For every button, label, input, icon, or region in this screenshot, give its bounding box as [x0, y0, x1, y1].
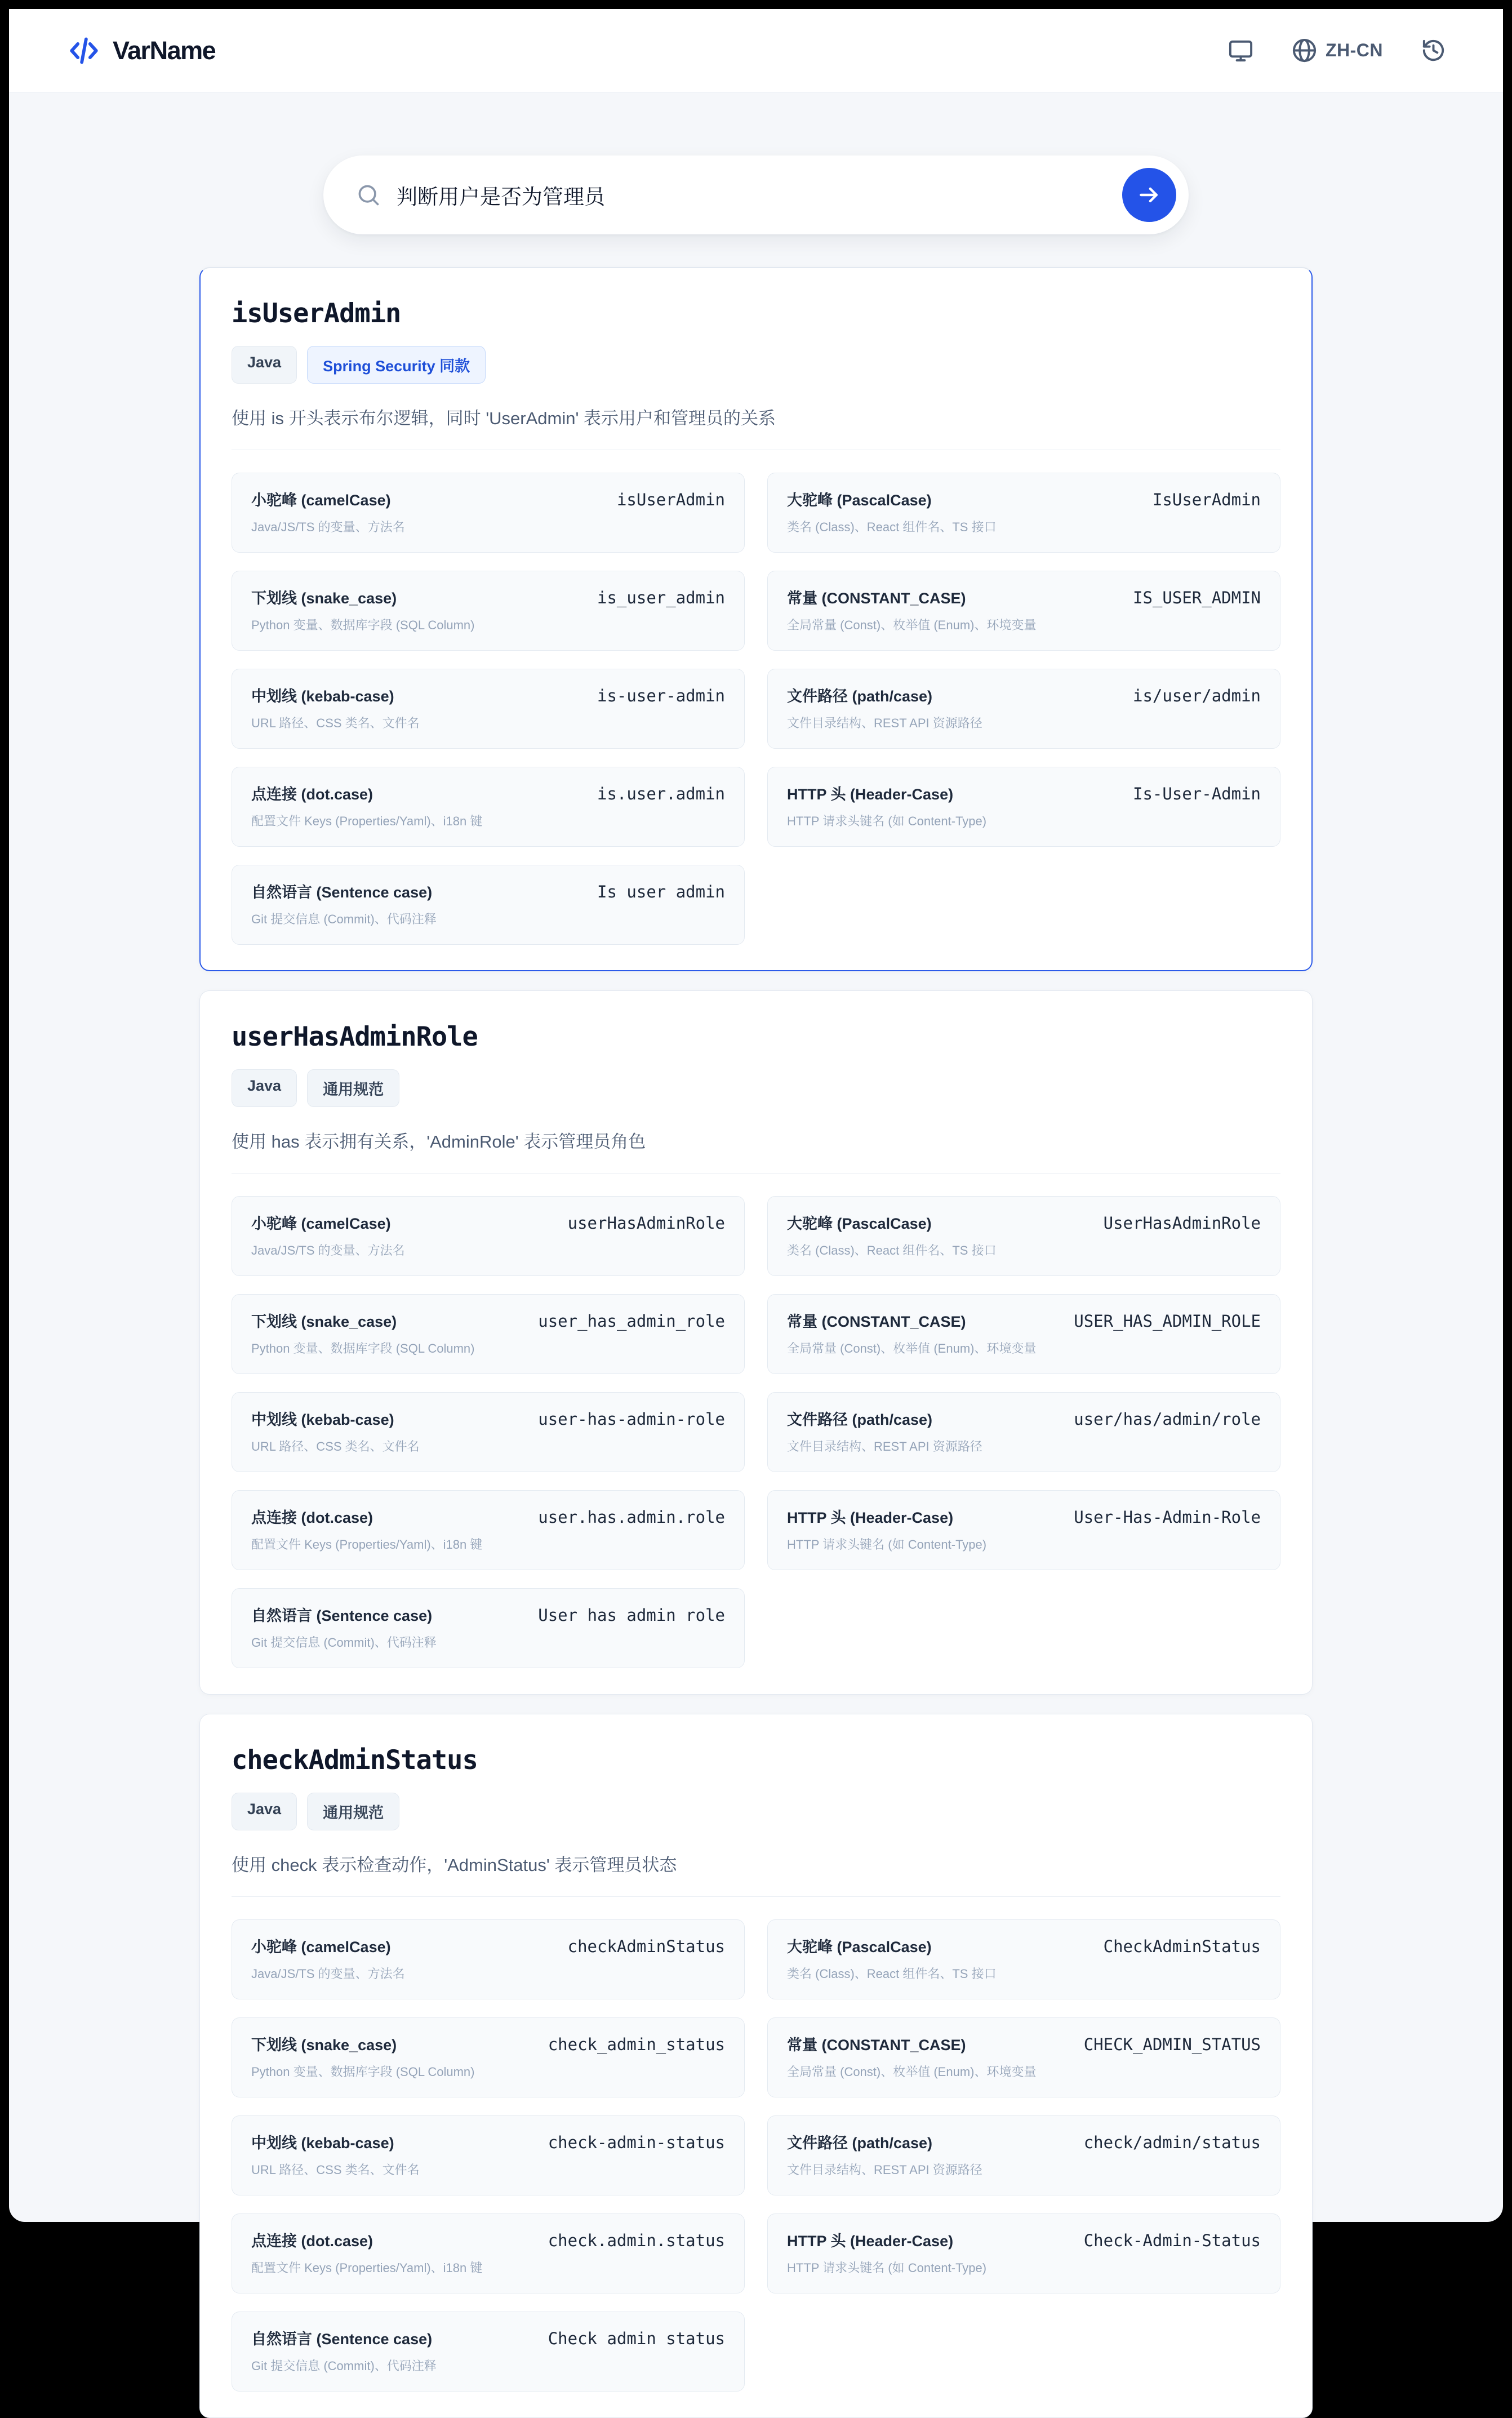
brand-name: VarName: [113, 35, 216, 65]
case-label: 小驼峰 (camelCase): [251, 492, 391, 509]
history-button[interactable]: [1420, 37, 1447, 64]
case-usage: 全局常量 (Const)、枚举值 (Enum)、环境变量: [787, 618, 1037, 632]
case-item[interactable]: [767, 2017, 1280, 2097]
case-usage: URL 路径、CSS 类名、文件名: [251, 1439, 420, 1454]
case-label: HTTP 头 (Header-Case): [787, 2233, 954, 2250]
globe-icon: [1291, 37, 1318, 64]
case-usage: Git 提交信息 (Commit)、代码注释: [251, 2359, 437, 2373]
case-label: 小驼峰 (camelCase): [251, 1939, 391, 1955]
tag-gray: 通用规范: [307, 1793, 399, 1830]
case-label: 中划线 (kebab-case): [251, 2135, 394, 2152]
tag-blue: Spring Security 同款: [307, 346, 486, 384]
case-usage: 文件目录结构、REST API 资源路径: [787, 1439, 982, 1454]
case-item-top: [251, 586, 725, 608]
result-card[interactable]: [199, 1714, 1313, 2418]
case-label: 点连接 (dot.case): [251, 786, 373, 803]
language-label: ZH-CN: [1325, 40, 1383, 60]
case-item-top: [251, 2327, 725, 2349]
case-value: CHECK_ADMIN_STATUS: [1083, 2035, 1261, 2054]
case-item-top: [251, 2131, 725, 2153]
case-item-top: [251, 684, 725, 706]
case-item[interactable]: [767, 473, 1280, 553]
case-usage: 配置文件 Keys (Properties/Yaml)、i18n 键: [251, 2261, 483, 2275]
case-value: userHasAdminRole: [567, 1214, 725, 1233]
case-value: USER_HAS_ADMIN_ROLE: [1074, 1312, 1261, 1331]
case-value: CheckAdminStatus: [1103, 1937, 1261, 1956]
case-item[interactable]: [767, 1392, 1280, 1472]
case-usage: 全局常量 (Const)、枚举值 (Enum)、环境变量: [787, 2065, 1037, 2079]
case-item[interactable]: [232, 865, 745, 945]
case-label: HTTP 头 (Header-Case): [787, 1509, 954, 1526]
case-item-top: [787, 1211, 1261, 1233]
search-input[interactable]: [395, 183, 1110, 207]
case-value: isUserAdmin: [616, 490, 725, 509]
tag-list: [232, 346, 1280, 384]
case-value: user-has-admin-role: [538, 1410, 725, 1429]
brand-logo[interactable]: [68, 34, 215, 67]
arrow-right-icon: [1137, 183, 1162, 207]
case-usage: Python 变量、数据库字段 (SQL Column): [251, 1341, 475, 1355]
case-item[interactable]: [232, 1588, 745, 1668]
case-usage: URL 路径、CSS 类名、文件名: [251, 716, 420, 730]
case-value: is-user-admin: [597, 686, 725, 705]
case-value: check/admin/status: [1083, 2133, 1261, 2152]
code-icon: [68, 34, 100, 67]
variable-name-title: userHasAdminRole: [232, 1021, 478, 1052]
case-usage: 文件目录结构、REST API 资源路径: [787, 2163, 982, 2177]
naming-explanation: 使用 has 表示拥有关系，'AdminRole' 表示管理员角色: [232, 1132, 646, 1152]
case-label: 文件路径 (path/case): [787, 688, 933, 705]
case-label: 文件路径 (path/case): [787, 1411, 933, 1428]
case-grid: [232, 473, 1280, 945]
case-label: 小驼峰 (camelCase): [251, 1215, 391, 1232]
case-item-top: [787, 1309, 1261, 1331]
case-item[interactable]: [767, 2213, 1280, 2293]
tag-list: [232, 1069, 1280, 1107]
case-label: 常量 (CONSTANT_CASE): [787, 590, 966, 607]
case-value: check-admin-status: [548, 2133, 725, 2152]
case-usage: Git 提交信息 (Commit)、代码注释: [251, 912, 437, 926]
case-usage: 配置文件 Keys (Properties/Yaml)、i18n 键: [251, 1537, 483, 1552]
history-icon: [1420, 37, 1447, 64]
case-value: is_user_admin: [597, 588, 725, 607]
results: [199, 267, 1313, 2418]
case-usage: 类名 (Class)、React 组件名、TS 接口: [787, 1243, 997, 1257]
result-card[interactable]: [199, 267, 1313, 971]
case-value: User-Has-Admin-Role: [1074, 1508, 1261, 1527]
case-item[interactable]: [767, 1490, 1280, 1570]
case-value: check.admin.status: [548, 2231, 725, 2250]
case-usage: HTTP 请求头键名 (如 Content-Type): [787, 1537, 987, 1552]
tag-gray: Java: [232, 1793, 297, 1830]
case-value: is/user/admin: [1133, 686, 1261, 705]
app-page: [9, 9, 1503, 2373]
case-usage: 类名 (Class)、React 组件名、TS 接口: [787, 520, 997, 534]
case-item[interactable]: [232, 2017, 745, 2097]
case-item-top: [251, 1309, 725, 1331]
case-item[interactable]: [767, 1196, 1280, 1276]
case-value: Is user admin: [597, 882, 725, 901]
case-label: 文件路径 (path/case): [787, 2135, 933, 2152]
case-item[interactable]: [232, 2213, 745, 2293]
case-item[interactable]: [767, 2115, 1280, 2195]
case-item-top: [787, 586, 1261, 608]
case-item-top: [251, 1935, 725, 1957]
case-item[interactable]: [232, 669, 745, 749]
case-item-top: [787, 1935, 1261, 1957]
case-item[interactable]: [232, 473, 745, 553]
case-value: IS_USER_ADMIN: [1133, 588, 1261, 607]
case-usage: 全局常量 (Const)、枚举值 (Enum)、环境变量: [787, 1341, 1037, 1355]
case-item[interactable]: [232, 1919, 745, 1999]
case-label: 中划线 (kebab-case): [251, 1411, 394, 1428]
case-item-top: [251, 2033, 725, 2055]
case-usage: URL 路径、CSS 类名、文件名: [251, 2163, 420, 2177]
case-item[interactable]: [232, 767, 745, 847]
case-label: 大驼峰 (PascalCase): [787, 492, 932, 509]
case-usage: Java/JS/TS 的变量、方法名: [251, 520, 405, 534]
search-submit-button[interactable]: [1122, 168, 1176, 222]
naming-explanation: 使用 check 表示检查动作，'AdminStatus' 表示管理员状态: [232, 1855, 677, 1875]
case-item[interactable]: [767, 1919, 1280, 1999]
case-label: HTTP 头 (Header-Case): [787, 786, 954, 803]
tag-gray: Java: [232, 346, 297, 384]
case-item-top: [787, 684, 1261, 706]
case-usage: Python 变量、数据库字段 (SQL Column): [251, 618, 475, 632]
case-item-top: [251, 1407, 725, 1429]
divider: [232, 1173, 1280, 1174]
case-label: 下划线 (snake_case): [251, 2037, 397, 2053]
theme-button[interactable]: [1228, 37, 1254, 64]
case-grid: [232, 1196, 1280, 1668]
case-item-top: [787, 2131, 1261, 2153]
case-item[interactable]: [232, 1490, 745, 1570]
case-label: 常量 (CONSTANT_CASE): [787, 1313, 966, 1330]
naming-explanation: 使用 is 开头表示布尔逻辑，同时 'UserAdmin' 表示用户和管理员的关系: [232, 408, 776, 428]
case-usage: 类名 (Class)、React 组件名、TS 接口: [787, 1967, 997, 1981]
case-value: IsUserAdmin: [1152, 490, 1261, 509]
case-label: 下划线 (snake_case): [251, 1313, 397, 1330]
case-item-top: [787, 2033, 1261, 2055]
case-item-top: [251, 782, 725, 804]
search-bar: [323, 155, 1189, 234]
case-usage: HTTP 请求头键名 (如 Content-Type): [787, 2261, 987, 2275]
case-value: Is-User-Admin: [1133, 784, 1261, 803]
case-label: 大驼峰 (PascalCase): [787, 1215, 932, 1232]
case-item-top: [251, 1603, 725, 1625]
case-label: 下划线 (snake_case): [251, 590, 397, 607]
case-value: Check-Admin-Status: [1083, 2231, 1261, 2250]
case-value: user/has/admin/role: [1074, 1410, 1261, 1429]
language-switcher[interactable]: [1291, 37, 1383, 64]
case-item[interactable]: [767, 1294, 1280, 1374]
case-item[interactable]: [767, 669, 1280, 749]
case-usage: HTTP 请求头键名 (如 Content-Type): [787, 814, 987, 828]
result-card[interactable]: [199, 990, 1313, 1695]
case-value: user_has_admin_role: [538, 1312, 725, 1331]
case-usage: Python 变量、数据库字段 (SQL Column): [251, 2065, 475, 2079]
variable-name-title: isUserAdmin: [232, 298, 401, 329]
case-item-top: [251, 1211, 725, 1233]
case-item-top: [787, 782, 1261, 804]
tag-list: [232, 1793, 1280, 1830]
case-usage: Git 提交信息 (Commit)、代码注释: [251, 1635, 437, 1650]
variable-name-title: checkAdminStatus: [232, 1745, 478, 1776]
case-item-top: [251, 488, 725, 510]
case-item[interactable]: [232, 2115, 745, 2195]
case-usage: 文件目录结构、REST API 资源路径: [787, 716, 982, 730]
case-item[interactable]: [232, 1294, 745, 1374]
case-label: 点连接 (dot.case): [251, 2233, 373, 2250]
case-label: 大驼峰 (PascalCase): [787, 1939, 932, 1955]
case-value: checkAdminStatus: [567, 1937, 725, 1956]
case-item-top: [251, 2229, 725, 2251]
header-actions: [1228, 37, 1447, 64]
case-value: UserHasAdminRole: [1103, 1214, 1261, 1233]
divider: [232, 1896, 1280, 1897]
case-item[interactable]: [232, 571, 745, 651]
case-item-top: [251, 880, 725, 902]
case-value: is.user.admin: [597, 784, 725, 803]
tag-gray: 通用规范: [307, 1069, 399, 1107]
case-item-top: [251, 1505, 725, 1527]
case-item[interactable]: [232, 2312, 745, 2392]
case-grid: [232, 1919, 1280, 2392]
case-value: check_admin_status: [548, 2035, 725, 2054]
case-label: 常量 (CONSTANT_CASE): [787, 2037, 966, 2053]
case-item[interactable]: [232, 1392, 745, 1472]
case-usage: 配置文件 Keys (Properties/Yaml)、i18n 键: [251, 814, 483, 828]
case-label: 点连接 (dot.case): [251, 1509, 373, 1526]
search-section: [9, 155, 1503, 234]
monitor-icon: [1228, 37, 1254, 64]
case-item[interactable]: [767, 571, 1280, 651]
case-item-top: [787, 1505, 1261, 1527]
case-value: user.has.admin.role: [538, 1508, 725, 1527]
case-label: 中划线 (kebab-case): [251, 688, 394, 705]
case-usage: Java/JS/TS 的变量、方法名: [251, 1243, 405, 1257]
case-label: 自然语言 (Sentence case): [251, 1607, 433, 1624]
case-value: User has admin role: [538, 1606, 725, 1625]
case-item-top: [787, 1407, 1261, 1429]
case-item-top: [787, 488, 1261, 510]
case-item[interactable]: [767, 767, 1280, 847]
case-item-top: [787, 2229, 1261, 2251]
search-icon: [356, 183, 381, 207]
case-usage: Java/JS/TS 的变量、方法名: [251, 1967, 405, 1981]
header: [9, 9, 1503, 92]
case-item[interactable]: [232, 1196, 745, 1276]
case-label: 自然语言 (Sentence case): [251, 884, 433, 901]
tag-gray: Java: [232, 1069, 297, 1107]
case-label: 自然语言 (Sentence case): [251, 2331, 433, 2348]
case-value: Check admin status: [548, 2329, 725, 2348]
